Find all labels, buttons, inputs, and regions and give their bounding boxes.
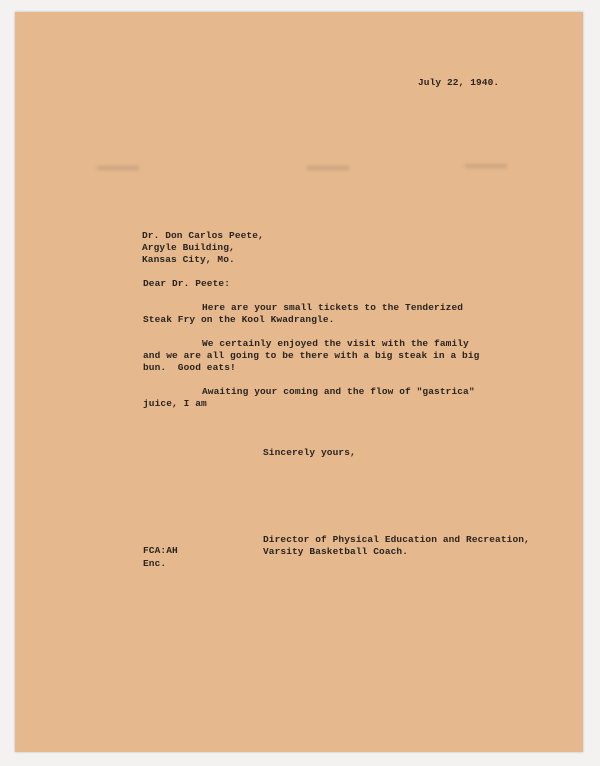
body-line: We certainly enjoyed the visit with the family xyxy=(202,338,469,349)
body-line: and we are all going to be there with a big steak in a big xyxy=(143,350,480,361)
recipient-city: Kansas City, Mo. xyxy=(142,254,235,265)
enclosure-note: Enc. xyxy=(143,558,167,569)
letter-date: July 22, 1940. xyxy=(418,77,500,88)
body-line: Here are your small tickets to the Tenderized xyxy=(202,302,464,313)
body-line: bun. Good eats! xyxy=(143,362,236,373)
body-line: Steak Fry on the Kool Kwadrangle. xyxy=(143,314,335,325)
body-line: juice, I am xyxy=(143,398,207,409)
signature-title-line: Varsity Basketball Coach. xyxy=(263,546,409,557)
bleed-through-mark xyxy=(307,166,349,170)
signature-title-line: Director of Physical Education and Recreation, xyxy=(263,534,530,545)
reference-initials: FCA:AH xyxy=(143,545,178,556)
closing: Sincerely yours, xyxy=(263,447,356,458)
recipient-name: Dr. Don Carlos Peete, xyxy=(142,230,264,241)
body-line: Awaiting your coming and the flow of "gastrica" xyxy=(202,386,475,397)
letter-page xyxy=(15,12,583,752)
recipient-street: Argyle Building, xyxy=(142,242,235,253)
bleed-through-mark xyxy=(97,166,139,170)
bleed-through-mark xyxy=(465,164,507,168)
salutation: Dear Dr. Peete: xyxy=(143,278,231,289)
